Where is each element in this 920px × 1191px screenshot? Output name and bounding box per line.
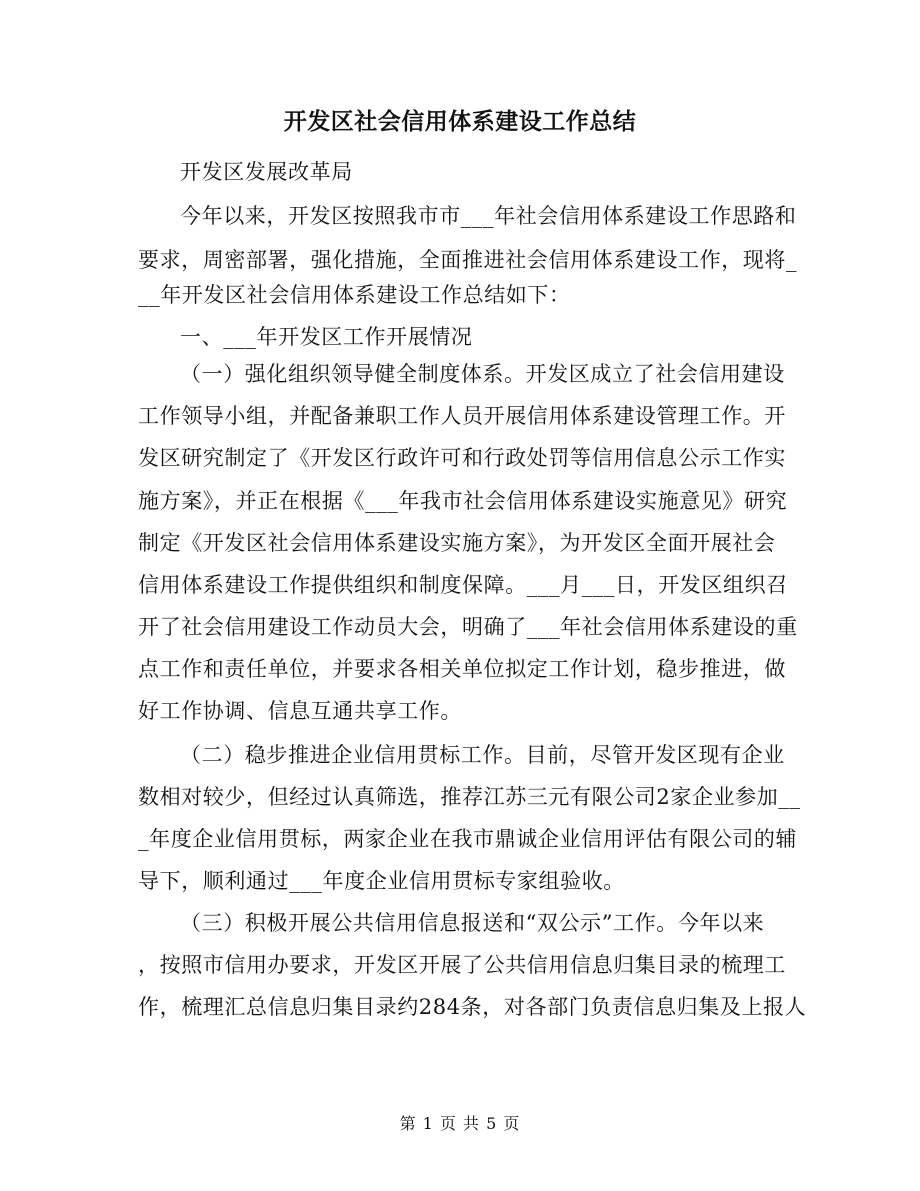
paragraph-line: 施方案》，并正在根据《___年我市社会信用体系建设实施意见》研究 [138, 489, 788, 513]
paragraph-line: 导下，顺利通过___年度企业信用贯标专家组验收。 [138, 869, 625, 893]
paragraph-line: 数相对较少，但经过认真筛选，推荐江苏三元有限公司2家企业参加__ [138, 785, 801, 809]
author-line: 开发区发展改革局 [180, 160, 353, 184]
paragraph-line: 开了社会信用建设工作动员大会，明确了___年社会信用体系建设的重 [138, 615, 798, 639]
paragraph-line: 信用体系建设工作提供组织和制度保障。___月___日，开发区组织召 [138, 573, 788, 597]
section-heading: 一、___年开发区工作开展情况 [180, 325, 473, 349]
paragraph-line: （一）强化组织领导健全制度体系。开发区成立了社会信用建设 [180, 362, 785, 386]
paragraph-line: __年开发区社会信用体系建设工作总结如下： [138, 283, 571, 307]
paragraph-line: （二）稳步推进企业信用贯标工作。目前，尽管开发区现有企业 [180, 743, 785, 767]
paragraph-line: 工作领导小组，并配备兼职工作人员开展信用体系建设管理工作。开 [138, 404, 786, 428]
paragraph-line: 今年以来，开发区按照我市市___年社会信用体系建设工作思路和 [180, 204, 797, 228]
paragraph-line: 好工作协调、信息互通共享工作。 [138, 699, 462, 723]
paragraph-line: 作，梳理汇总信息归集目录约284条，对各部门负责信息归集及上报人 [138, 995, 807, 1019]
paragraph-line: 点工作和责任单位，并要求各相关单位拟定工作计划，稳步推进，做 [138, 657, 786, 681]
paragraph-line: _年度企业信用贯标，两家企业在我市鼎诚企业信用评估有限公司的辅 [138, 827, 798, 851]
paragraph-line: 要求，周密部署，强化措施，全面推进社会信用体系建设工作，现将_ [138, 248, 798, 272]
paragraph-line: 发区研究制定了《开发区行政许可和行政处罚等信用信息公示工作实 [138, 446, 786, 470]
page-number-footer: 第 1 页 共 5 页 [399, 1114, 521, 1133]
document-title: 开发区社会信用体系建设工作总结 [283, 109, 637, 135]
paragraph-line: （三）积极开展公共信用信息报送和“双公示”工作。今年以来 [180, 911, 765, 935]
paragraph-line: 制定《开发区社会信用体系建设实施方案》，为开发区全面开展社会 [138, 531, 776, 555]
paragraph-line: ，按照市信用办要求，开发区开展了公共信用信息归集目录的梳理工 [138, 953, 786, 977]
